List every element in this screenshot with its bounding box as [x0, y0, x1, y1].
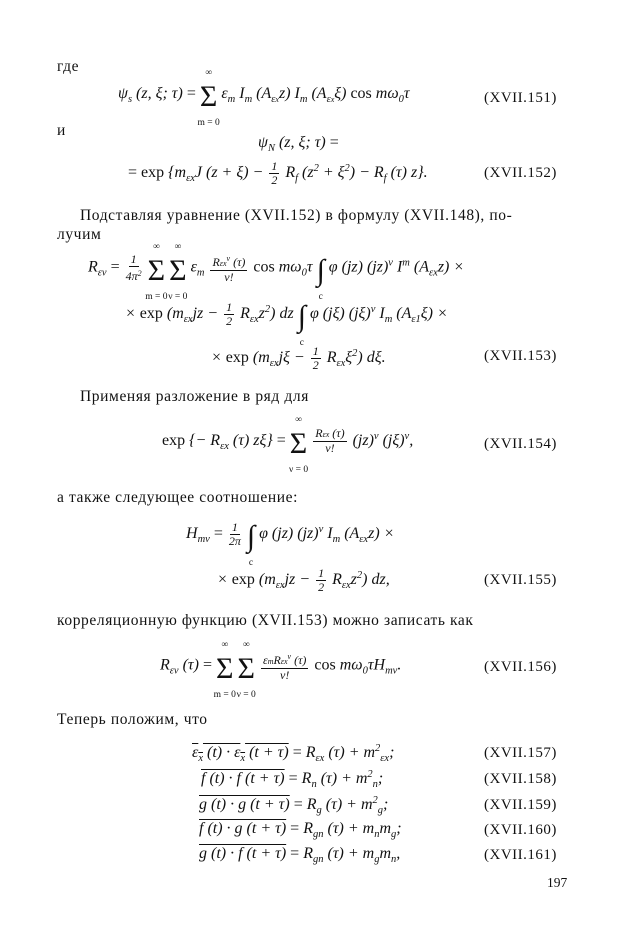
paragraph-2: Применяя разложение в ряд для [80, 388, 309, 405]
paragraph-1-line-1: Подставляя уравнение (XVII.152) в формулу (XVII.148), по- [80, 207, 513, 224]
equation-xvii-155-line-1: $H_{m\nu}$ = $\frac{1}{2\pi}$ ∫ c φ (jz) (jz)$^\nu$ $I_m$ $(A_{\varepsilon x}z)$ × [186, 519, 395, 568]
paragraph-1-line-2: лучим [57, 226, 102, 243]
equation-xvii-154: exp {− $R_{\varepsilon x}$ (τ) zξ} = Σ ∞ ν = 0 $\frac{\text{Rεx (τ)}}{\nu!}$ (jz)$^\nu$ $(j\xi)^\nu$, [162, 415, 414, 475]
equation-xvii-153-line-2: × $\exp (m_{\varepsilon x}jz$ − $\frac{1}{2}$ $R_{\varepsilon x}z^2$) dz ∫ c φ (jξ) $(j\xi)^\nu$ $I_m$ $(A_{\varepsilon 1}\xi)$ × [125, 299, 448, 348]
equation-label-152: (XVII.152) [484, 165, 557, 181]
equation-xvii-158: f (t) · f $(t + \tau) = R_n$ $(\tau) + m^2_n$; [201, 769, 384, 790]
equation-xvii-160: f (t) · g $(t + \tau) = R_{gn}$ $(\tau) + m_nm_g$; [199, 820, 402, 840]
equation-label-154: (XVII.154) [484, 436, 557, 452]
text-gde: где [57, 58, 80, 75]
paragraph-3: а также следующее соотношение: [57, 489, 299, 506]
equation-xvii-159: g (t) · g $(t + \tau) = R_g$ $(\tau) + m^2_g$; [199, 795, 389, 816]
paragraph-5: Теперь положим, что [57, 711, 208, 728]
equation-label-159: (XVII.159) [484, 797, 557, 813]
equation-label-158: (XVII.158) [484, 771, 557, 787]
equation-xvii-151: $\psi_s$ (z, ξ; τ) = Σ ∞ m = 0 $\varepsilon_m$ $I_m$ $(A_{\varepsilon x}z)$ $I_m$ $(A_{\varepsilon x}\xi)$ $\cos m\omega_0\tau$ [118, 68, 410, 128]
equation-xvii-153-line-3: × $\exp (m_{\varepsilon x}j\xi$ − $\frac{1}{2}$ $R_{\varepsilon x}\xi^2$) dξ. [211, 344, 386, 372]
text-i: и [57, 122, 66, 139]
equation-label-155: (XVII.155) [484, 572, 557, 588]
page-number: 197 [547, 875, 568, 890]
equation-xvii-161: g (t) · f $(t + \tau) = R_{gn}$ $(\tau) + m_gm_n$, [199, 845, 401, 865]
equation-xvii-157: $\varepsilon_x$ $(t) \cdot \varepsilon_x$ $(t + \tau) = R_{\varepsilon x}$ $(\tau) + m^2_{\varepsilon x}$; [192, 743, 395, 764]
equation-xvii-153-line-1: $R_{\varepsilon\nu}$ = $\frac{1}{4\pi^2}$ Σ ∞ m = 0 Σ ∞ ν = 0 $\varepsilon_m$ $\frac{R\varepsilon x^\nu (\tau)}{\nu!}$ $\cos m\omega_0\tau$ ∫ c φ (jz) (jz)$^\nu$ $I^m$ $(A_{\varepsilon x}z)$ × [88, 241, 465, 302]
equation-xvii-152: = $\exp \{m_{\varepsilon x}J$ (z + ξ) − $\frac{1}{2}$ $R_f$ $(z^2 + \xi^2) - R_f$ (τ) z}. [128, 159, 428, 187]
equation-label-153: (XVII.153) [484, 348, 557, 364]
equation-label-151: (XVII.151) [484, 90, 557, 106]
equation-label-161: (XVII.161) [484, 847, 557, 863]
equation-xvii-152-lhs: $\psi_N$ (z, ξ; τ) = [258, 134, 339, 154]
equation-label-157: (XVII.157) [484, 745, 557, 761]
equation-label-156: (XVII.156) [484, 659, 557, 675]
equation-label-160: (XVII.160) [484, 822, 557, 838]
equation-xvii-155-line-2: × $\exp (m_{\varepsilon x}jz$ − $\frac{1}{2}$ $R_{\varepsilon x}z^2$) dz, [217, 566, 390, 594]
paragraph-4: корреляционную функцию (XVII.153) можно записать как [57, 612, 474, 629]
equation-xvii-156: $R_{\varepsilon\nu}$ (τ) = Σ ∞ m = 0 Σ ∞ ν = 0 $\frac{\varepsilon mR\varepsilon x^\nu (\tau)}{\nu!}$ $\cos m\omega_0\tau H_{m\nu}$. [160, 639, 402, 700]
